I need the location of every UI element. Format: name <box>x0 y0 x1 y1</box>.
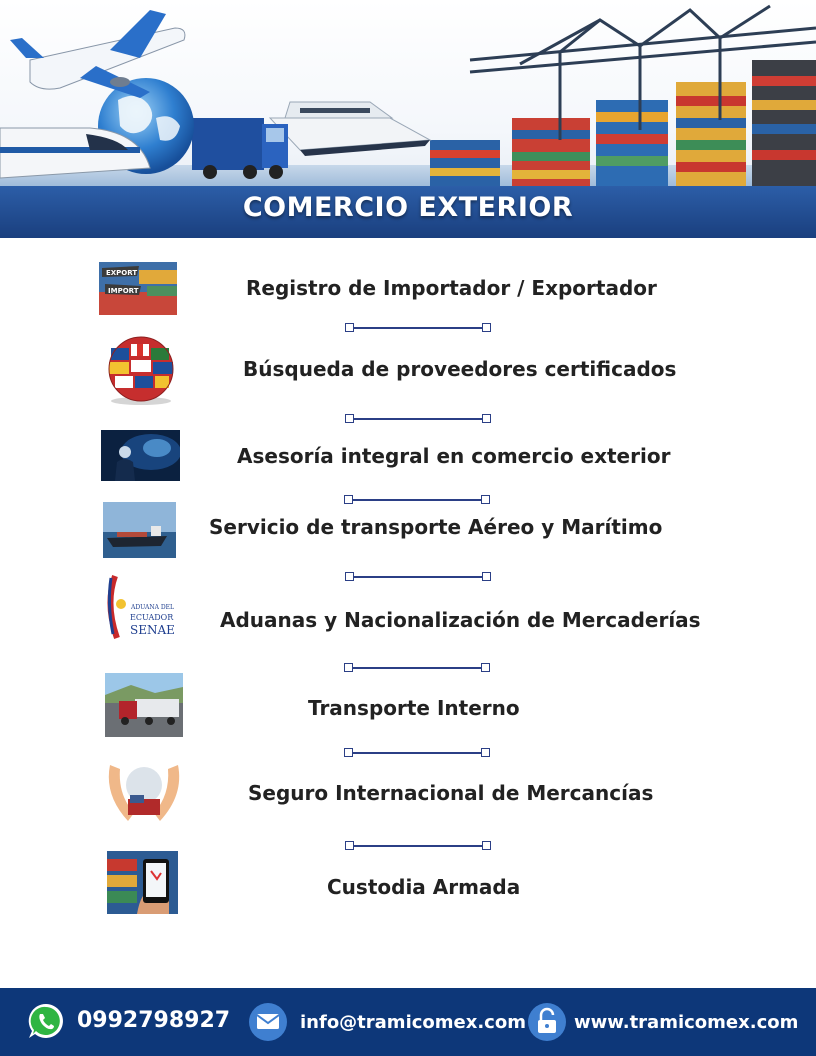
hero-banner-image <box>0 0 816 238</box>
email-address[interactable]: info@tramicomex.com <box>300 1012 526 1033</box>
senae-line-2: ECUADOR <box>130 613 174 622</box>
divider <box>345 323 491 333</box>
senae-line-1: ADUANA DEL <box>131 604 175 611</box>
divider <box>345 572 491 582</box>
phone-number[interactable]: 0992798927 <box>77 1008 231 1033</box>
insurance-hands-icon <box>104 755 184 829</box>
lock-icon[interactable] <box>527 1002 567 1042</box>
contact-footer <box>0 988 816 1056</box>
service-label: Seguro Internacional de Mercancías <box>248 781 654 805</box>
export-import-sign-icon <box>99 262 177 315</box>
divider <box>344 748 490 758</box>
website-url[interactable]: www.tramicomex.com <box>574 1012 799 1033</box>
service-label: Búsqueda de proveedores certificados <box>243 357 677 381</box>
senae-line-3: SENAE <box>130 623 175 637</box>
service-label: Custodia Armada <box>327 875 521 899</box>
service-label: Registro de Importador / Exportador <box>246 276 657 300</box>
export-sign-text: EXPORT <box>106 269 138 277</box>
container-stacks <box>430 60 816 190</box>
blue-truck <box>192 118 288 179</box>
business-advisor-icon <box>101 430 180 481</box>
cargo-ship-icon <box>103 502 176 558</box>
yacht <box>270 102 430 156</box>
service-label: Transporte Interno <box>308 696 520 720</box>
divider <box>344 495 490 505</box>
divider <box>344 663 490 673</box>
whatsapp-icon[interactable] <box>27 1002 65 1040</box>
service-label: Asesoría integral en comercio exterior <box>237 444 671 468</box>
mail-icon[interactable] <box>248 1002 288 1042</box>
import-sign-text: IMPORT <box>108 287 139 295</box>
truck-icon <box>105 673 183 737</box>
divider <box>345 414 491 424</box>
service-label: Aduanas y Nacionalización de Mercaderías <box>220 608 701 632</box>
page-title: COMERCIO EXTERIOR <box>242 192 574 223</box>
flags-globe-icon <box>103 336 179 406</box>
senae-logo-icon <box>103 574 178 640</box>
service-label: Servicio de transporte Aéreo y Marítimo <box>209 515 663 539</box>
divider <box>345 841 491 851</box>
phone-tracking-icon <box>107 851 178 914</box>
